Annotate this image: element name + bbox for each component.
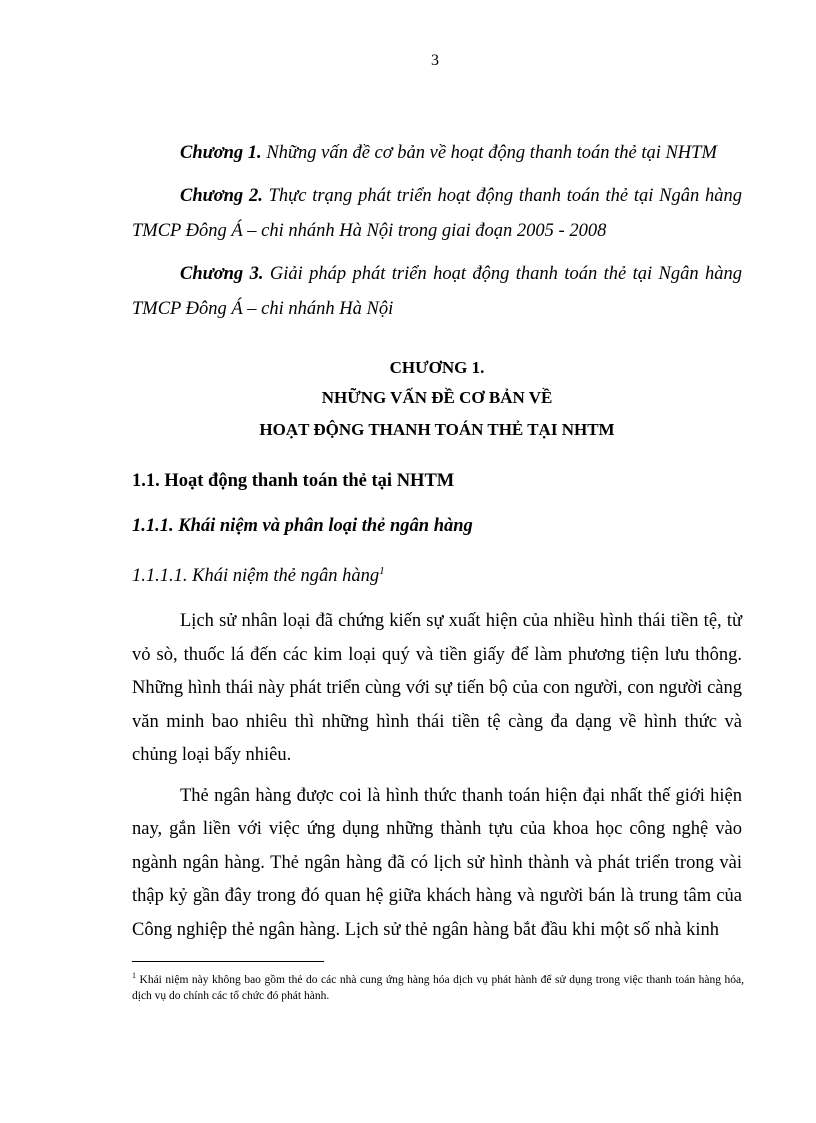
section-heading-1-1: 1.1. Hoạt động thanh toán thẻ tại NHTM	[132, 471, 455, 491]
chapter-heading-title-line2: HOẠT ĐỘNG THANH TOÁN THẺ TẠI NHTM	[259, 420, 615, 439]
section-heading-1-1-1-1	[132, 556, 742, 591]
page-content	[132, 136, 742, 947]
page-number: 3	[431, 52, 439, 69]
chapter-2-label: Chương 2.	[180, 186, 263, 206]
body-paragraph-2: Thẻ ngân hàng được coi là hình thức thanh toán hiện đại nhất thế giới hiện nay, gắn liền với việc ứng dụng những thành tựu của khoa học công nghệ vào ngành ngân hàng. Thẻ ngân hàng đã có lịch sử hình thành và phát triển trong vài thập kỷ gần đây trong đó quan hệ giữa khách hàng và người bán là trung tâm của Công nghiệp thẻ ngân hàng. Lịch sử thẻ ngân hàng bắt đầu khi một số nhà kinh	[132, 785, 742, 940]
footnote-separator	[132, 961, 324, 962]
chapter-heading-title-line1: NHỮNG VẤN ĐỀ CƠ BẢN VỀ	[321, 388, 553, 407]
chapter-heading-number: CHƯƠNG 1.	[389, 358, 485, 377]
chapter-2-text: Thực trạng phát triển hoạt động thanh toán thẻ tại Ngân hàng TMCP Đông Á – chi nhánh Hà Nội trong giai đoạn 2005 - 2008	[132, 186, 742, 241]
chapter-2-summary	[132, 179, 742, 249]
footnote	[132, 968, 744, 1004]
footnote-reference[interactable]: 1	[379, 565, 385, 577]
chapter-3-summary	[132, 257, 742, 327]
chapter-3-label: Chương 3.	[180, 264, 264, 284]
chapter-1-label: Chương 1.	[180, 143, 262, 163]
body-paragraph-1: Lịch sử nhân loại đã chứng kiến sự xuất hiện của nhiều hình thái tiền tệ, từ vỏ sò, thuốc lá đến các kim loại quý và tiền giấy để làm phương tiện lưu thông. Những hình thái này phát triển cùng với sự tiến bộ của con người, con người càng văn minh bao nhiêu thì những hình thái tiền tệ càng đa dạng về hình thức và chủng loại bấy nhiêu.	[132, 611, 742, 766]
footnote-text: Khái niệm này không bao gồm thẻ do các nhà cung ứng hàng hóa dịch vụ phát hành để sử dụng trong việc thanh toán hàng hóa, dịch vụ do chính các tổ chức đó phát hành.	[132, 973, 744, 1002]
section-heading-1-1-1-1-text: 1.1.1.1. Khái niệm thẻ ngân hàng	[132, 566, 380, 587]
section-heading-1-1-1: 1.1.1. Khái niệm và phân loại thẻ ngân hàng	[132, 516, 473, 536]
chapter-1-summary	[132, 136, 742, 171]
chapter-1-text: Những vấn đề cơ bản về hoạt động thanh toán thẻ tại NHTM	[261, 143, 717, 163]
footnote-marker: 1	[132, 971, 136, 980]
chapter-3-text: Giải pháp phát triển hoạt động thanh toán thẻ tại Ngân hàng TMCP Đông Á – chi nhánh Hà Nội	[132, 264, 742, 319]
